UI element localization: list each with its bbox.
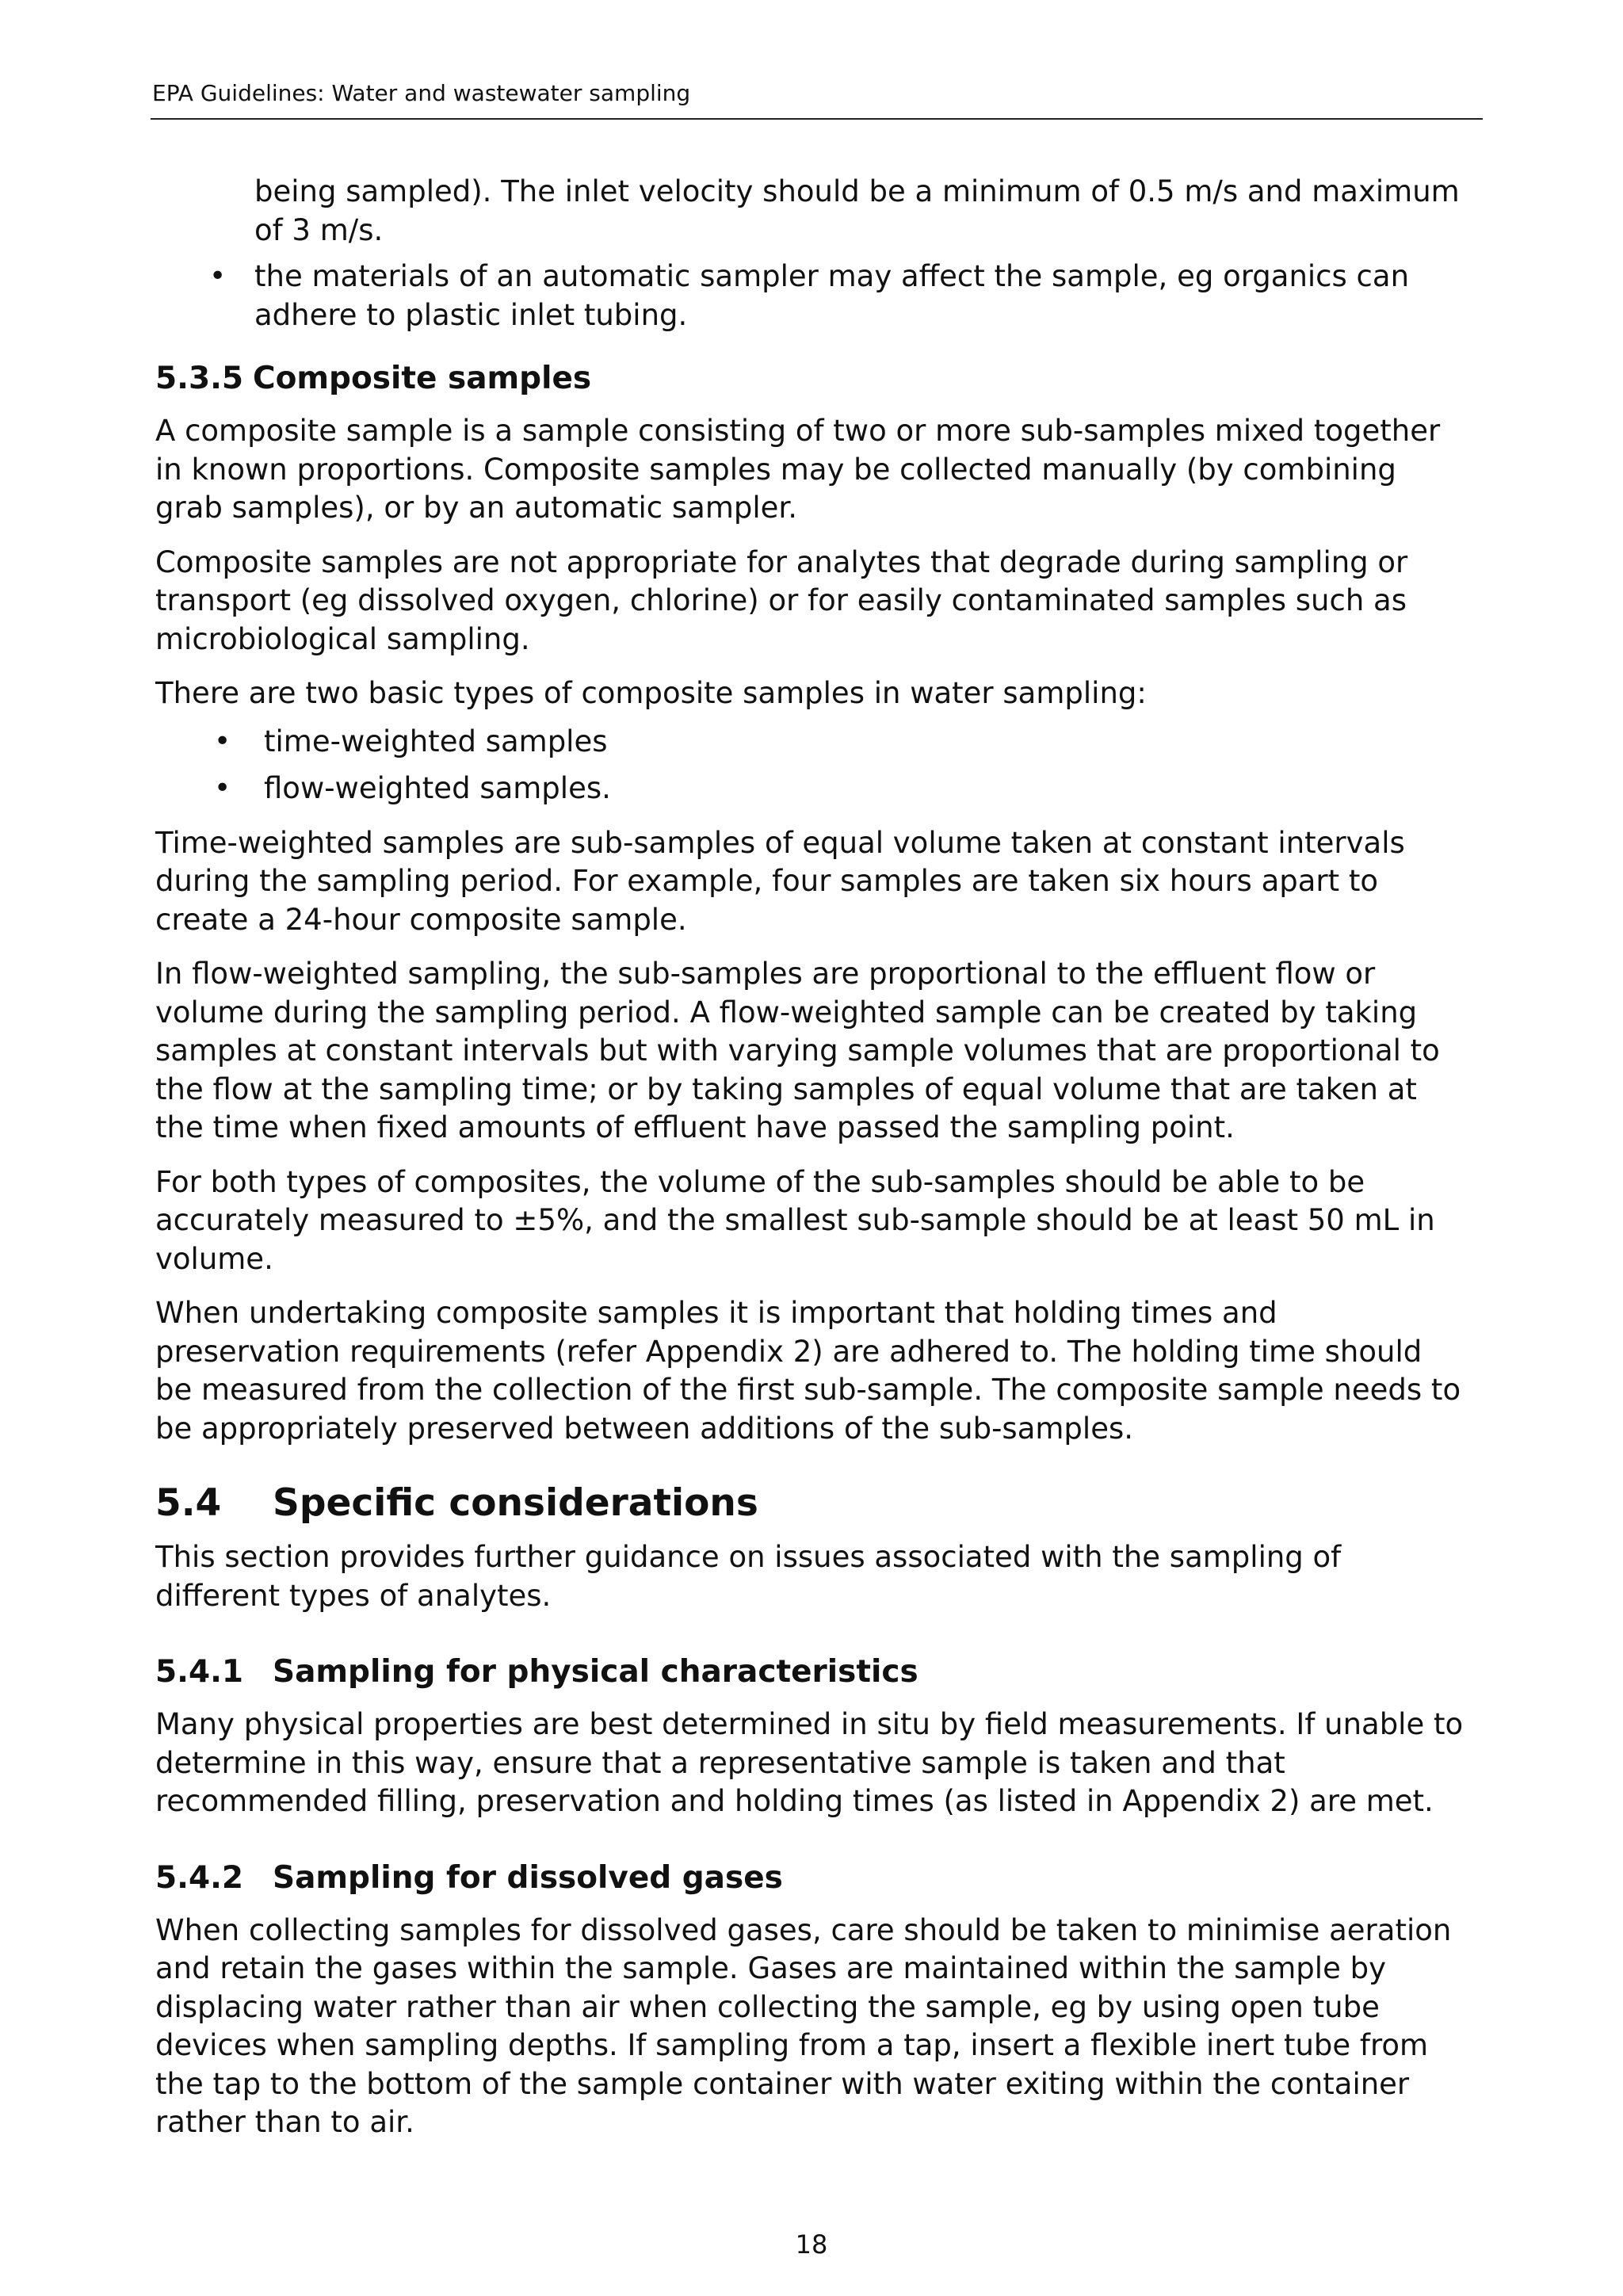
paragraph: In flow-weighted sampling, the sub-samples are proportional to the effluent flow or volume during the sampling period. A flow-weighted sample can be created by taking samples at constant intervals but with varying sample volumes that are proportional to the flow at the sampling time; or by taking samples of equal volume that are taken at the time when fixed amounts of effluent have passed the sampling point.	[155, 957, 1440, 1144]
section-title: Sampling for physical characteristics	[273, 1654, 918, 1690]
list-item-text: flow-weighted samples.	[264, 771, 611, 805]
section-title: Sampling for dissolved gases	[273, 1859, 783, 1896]
paragraph: When undertaking composite samples it is important that holding times and preservation requirements (refer Appendix 2) are adhered to. The holding time should be measured from the collection of the first sub-sample. The composite sample needs to be appropriately preserved between additions of the sub-samples.	[155, 1296, 1461, 1446]
paragraph: Composite samples are not appropriate for analytes that degrade during sampling or transport (eg dissolved oxygen, chlorine) or for easily contaminated samples such as microbiological sampling.	[155, 544, 1408, 656]
list-item	[155, 258, 1468, 334]
list-item-text: time-weighted samples	[264, 724, 608, 758]
continued-bullet-text: being sampled). The inlet velocity should be a minimum of 0.5 m/s and maximum of 3 m/s.	[254, 174, 1460, 247]
paragraph: When collecting samples for dissolved gases, care should be taken to minimise aeration and retain the gases within the sample. Gases are maintained within the sample by displacing water rather than air when collecting the sample, eg by using open tube devices when sampling depths. If sampling from a tap, insert a flexible inert tube from the tap to the bottom of the sample container with water exiting within the container rather than to air.	[155, 1912, 1452, 2139]
section-title: Composite samples	[253, 361, 592, 396]
paragraph: Time-weighted samples are sub-samples of equal volume taken at constant intervals during the sampling period. For example, four samples are taken six hours apart to create a 24-hour composite sample.	[155, 825, 1405, 937]
section-heading-5-4-2	[155, 1858, 1468, 1899]
section-heading-5-4-1	[155, 1652, 1468, 1693]
paragraph: There are two basic types of composite samples in water sampling:	[155, 676, 1147, 710]
page-content	[155, 173, 1468, 2158]
list-item-text: the materials of an automatic sampler may affect the sample, eg organics can adhere to plastic inlet tubing.	[254, 259, 1410, 332]
paragraph: A composite sample is a sample consisting of two or more sub-samples mixed together in known proportions. Composite samples may be collected manually (by combining grab samples), or by an automatic sampler.	[155, 414, 1441, 525]
bullet-icon: •	[209, 260, 227, 292]
paragraph: Many physical properties are best determined in situ by field measurements. If unable to determine in this way, ensure that a representative sample is taken and that recommended filling, preservation and holding times (as listed in Appendix 2) are met.	[155, 1707, 1464, 1818]
section-heading-5-4	[155, 1480, 1468, 1527]
list-item	[155, 723, 1468, 762]
section-number: 5.4.2	[155, 1859, 244, 1896]
list-item	[155, 770, 1468, 808]
section-number: 5.4	[155, 1481, 222, 1525]
bullet-icon: •	[214, 772, 231, 804]
composite-types-list	[155, 723, 1468, 808]
section-number: 5.4.1	[155, 1654, 244, 1690]
bullet-icon: •	[214, 724, 231, 758]
section-title: Specific considerations	[273, 1481, 758, 1525]
section-heading-5-3-5	[155, 358, 1468, 399]
section-number: 5.3.5	[155, 361, 244, 396]
running-header: EPA Guidelines: Water and wastewater sampling	[152, 80, 691, 106]
paragraph: For both types of composites, the volume of the sub-samples should be able to be accurately measured to ±5%, and the smallest sub-sample should be at least 50 mL in volume.	[155, 1164, 1435, 1276]
top-bullet-list	[155, 258, 1468, 334]
paragraph: This section provides further guidance on issues associated with the sampling of different types of analytes.	[155, 1540, 1342, 1613]
page-number: 18	[795, 2229, 828, 2260]
header-rule	[151, 118, 1483, 120]
